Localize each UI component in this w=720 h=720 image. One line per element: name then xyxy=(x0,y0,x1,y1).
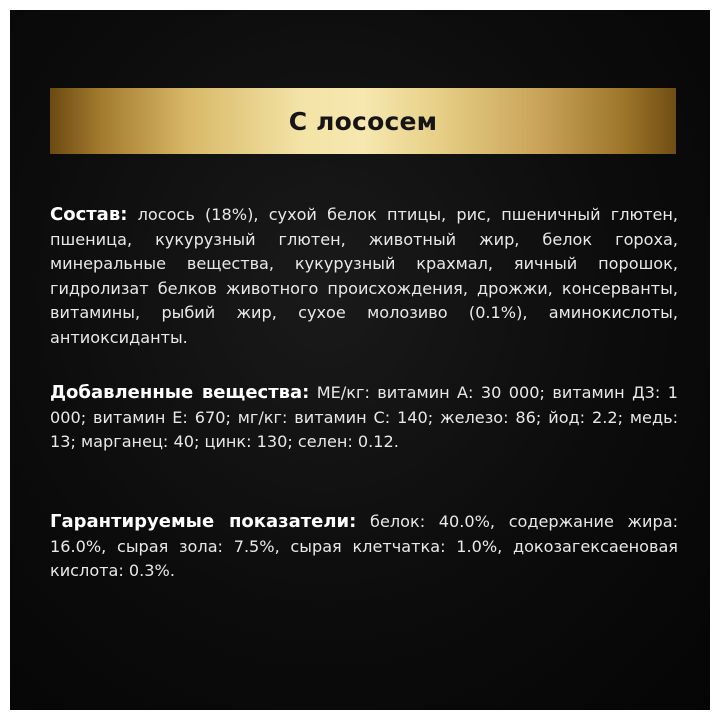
guaranteed-analysis-text: белок: 40.0%, содержание жира: 16.0%, сырая зола: 7.5%, сырая клетчатка: 1.0%, докозагексаеновая кислота: 0.3%. xyxy=(50,512,678,581)
composition-label: Состав: xyxy=(50,204,128,225)
additives-label: Добавленные вещества: xyxy=(50,382,310,403)
product-banner xyxy=(50,88,676,154)
composition-text: лосось (18%), сухой белок птицы, рис, пшеничный глютен, пшеница, кукурузный глютен, животный жир, белок гороха, минеральные вещества, кукурузный крахмал, яичный порошок, гидролизат белков животного происхождения, дрожжи, консерванты, витамины, рыбий жир, сухое молозиво (0.1%), аминокислоты, антиоксиданты. xyxy=(50,205,678,347)
product-flavor-title: С лососем xyxy=(288,106,438,136)
guaranteed-analysis-label: Гарантируемые показатели: xyxy=(50,511,357,532)
composition-section xyxy=(50,203,678,351)
guaranteed-analysis-section xyxy=(50,510,678,584)
additives-section xyxy=(50,381,678,455)
additives-text: МЕ/кг: витамин А: 30 000; витамин Д3: 1 000; витамин Е: 670; мг/кг: витамин С: 140; железо: 86; йод: 2.2; медь: 13; марганец: 40; цинк: 130; селен: 0.12. xyxy=(50,383,678,452)
label-panel xyxy=(10,10,710,710)
